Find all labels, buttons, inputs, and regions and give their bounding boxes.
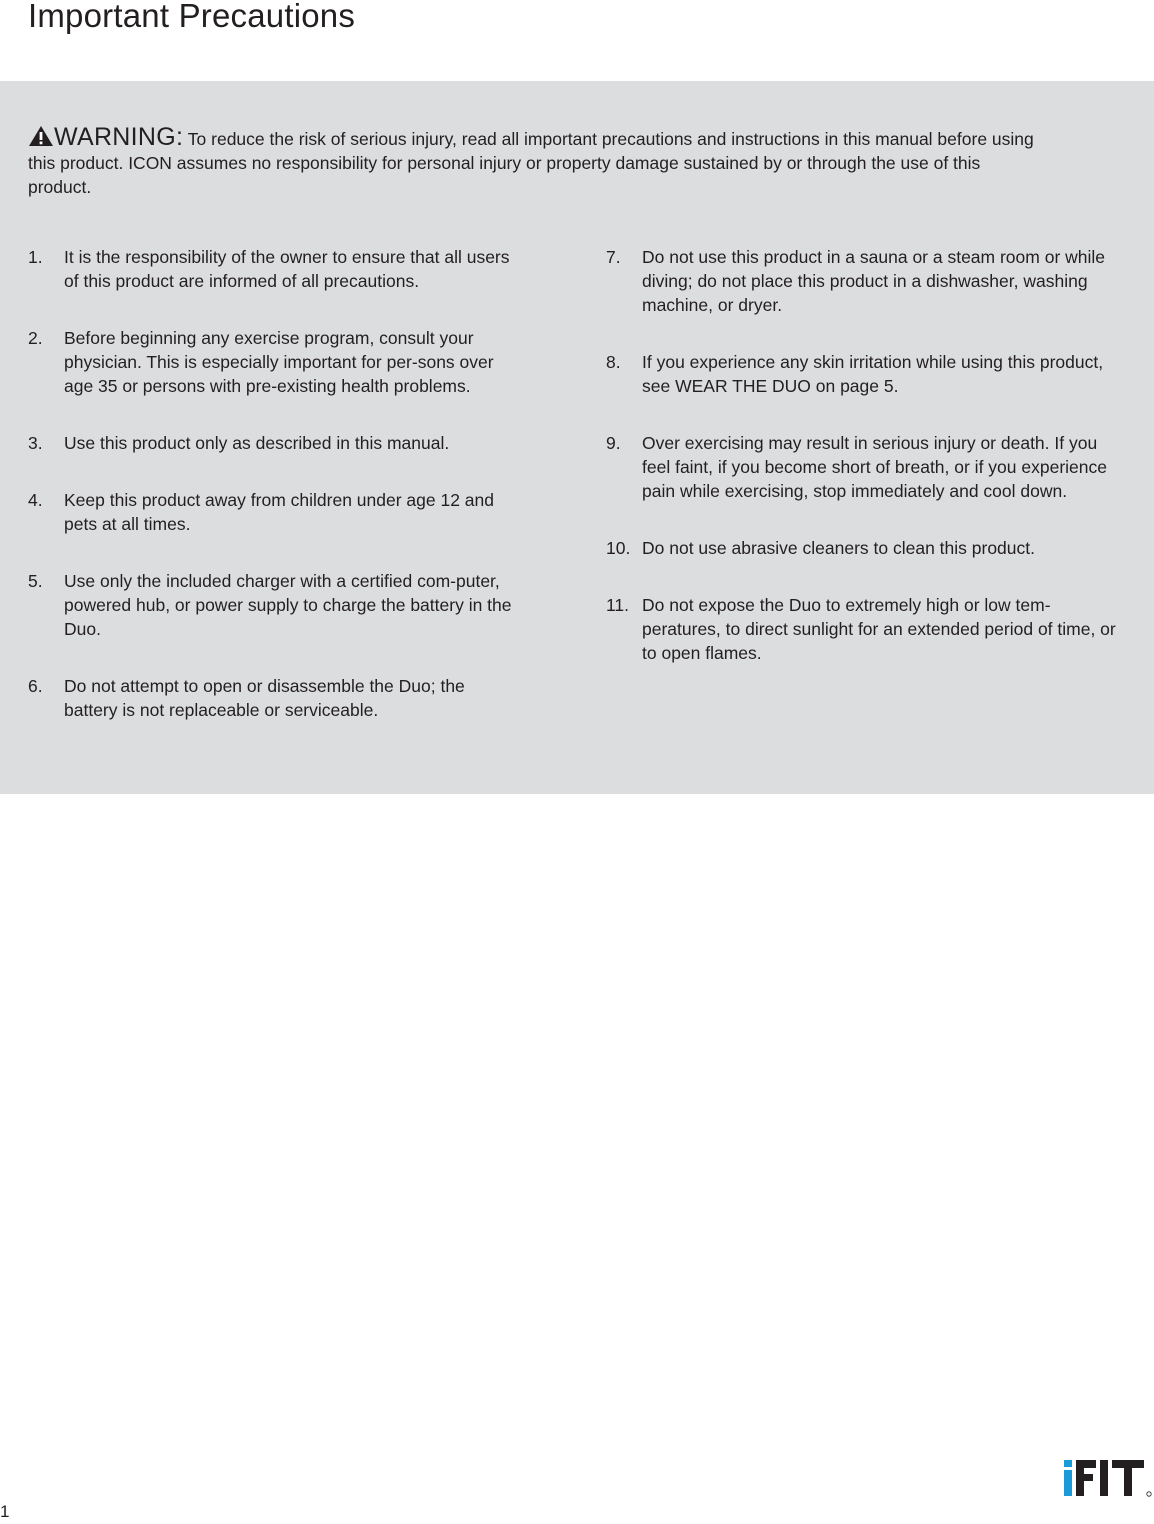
ifit-logo [1060, 1454, 1154, 1500]
item-text: If you experience any skin irritation while using this product, see WEAR THE DUO on page 5. [642, 352, 1104, 396]
item-number: 3. [28, 433, 43, 453]
list-item [28, 326, 523, 398]
item-text: Before beginning any exercise program, consult your physician. This is especially important for per-sons over age 35 or persons with pre-existing health problems. [64, 328, 494, 396]
item-text: Use only the included charger with a certified com-puter, powered hub, or power supply to charge the battery in the Duo. [64, 571, 512, 639]
item-number: 2. [28, 328, 43, 348]
item-number: 4. [28, 490, 43, 510]
item-text: Do not use this product in a sauna or a steam room or while diving; do not place this product in a dishwasher, washing machine, or dryer. [642, 247, 1106, 315]
item-text: Over exercising may result in serious injury or death. If you feel faint, if you become short of breath, or if you experience pain while exercising, stop immediately and cool down. [642, 433, 1107, 501]
item-number: 1. [28, 247, 43, 267]
list-item [28, 245, 523, 293]
item-text: It is the responsibility of the owner to ensure that all users of this product are informed of all precautions. [64, 247, 510, 291]
precautions-list-left [28, 245, 523, 755]
item-number: 5. [28, 571, 43, 591]
list-item [28, 569, 523, 641]
precautions-panel [0, 81, 1154, 794]
item-text: Use this product only as described in this manual. [64, 433, 450, 453]
warning-block [28, 125, 1038, 199]
warning-text: To reduce the risk of serious injury, read all important precautions and instructions in this manual before using this product. ICON assumes no responsibility for personal injury or property damage sustained by or through the use of this product. [28, 129, 1034, 197]
list-item [606, 536, 1116, 560]
list-item [606, 593, 1116, 665]
item-text: Keep this product away from children under age 12 and pets at all times. [64, 490, 494, 534]
list-item [606, 245, 1116, 317]
item-text: Do not expose the Duo to extremely high or low tem-peratures, to direct sunlight for an extended period of time, or to open flames. [642, 595, 1116, 663]
item-number: 8. [606, 352, 621, 372]
item-text: Do not use abrasive cleaners to clean this product. [642, 538, 1035, 558]
item-number: 6. [28, 676, 43, 696]
item-text: Do not attempt to open or disassemble the Duo; the battery is not replaceable or serviceable. [64, 676, 465, 720]
item-number: 10. [606, 538, 631, 558]
item-number: 7. [606, 247, 621, 267]
precautions-list-right [606, 245, 1116, 698]
list-item [28, 674, 523, 722]
page-title: Important Precautions [28, 0, 356, 34]
warning-icon [28, 125, 54, 147]
item-number: 11. [606, 595, 630, 615]
list-item [606, 350, 1116, 398]
item-number: 9. [606, 433, 621, 453]
list-item [28, 431, 523, 455]
page-number: 1 [0, 1502, 10, 1521]
list-item [606, 431, 1116, 503]
list-item [28, 488, 523, 536]
warning-label: WARNING: [54, 123, 184, 151]
